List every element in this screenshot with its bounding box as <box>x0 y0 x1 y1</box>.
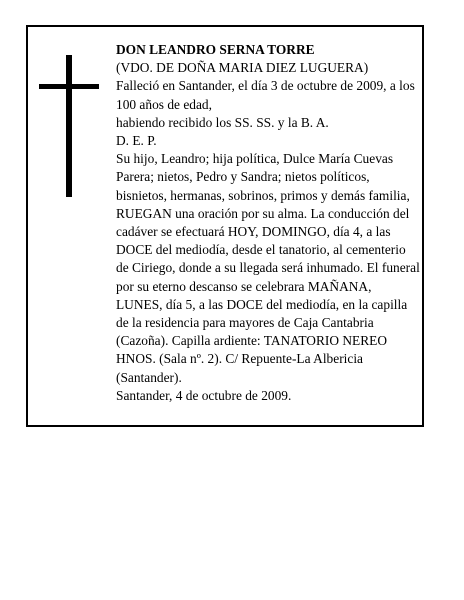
sacraments-line: habiendo recibido los SS. SS. y la B. A. <box>116 114 329 130</box>
rip-line: D. E. P. <box>116 133 157 149</box>
closing-line: Santander, 4 de octubre de 2009. <box>116 387 292 403</box>
death-line: Falleció en Santander, el día 3 de octubre de 2009, a los 100 años de edad, <box>116 78 415 112</box>
deceased-name: DON LEANDRO SERNA TORRE <box>116 42 315 57</box>
cross-horizontal-bar <box>39 84 99 89</box>
obituary-notice <box>26 25 424 427</box>
notice-text <box>116 41 421 405</box>
widow-line: (VDO. DE DOÑA MARIA DIEZ LUGUERA) <box>116 60 369 76</box>
notice-body: Su hijo, Leandro; hija política, Dulce María Cuevas Parera; nietos, Pedro y Sandra; nietos políticos, bisnietos, hermanas, sobrinos, primos y demás familia, RUEGAN una oración por su alma. La conducción del cadáver se efectuará HOY, DOMINGO, día 4, a las DOCE del mediodía, desde el tanatorio, al cementerio de Ciriego, donde a su llegada será inhumado. El funeral por su eterno descanso se celebrara MAÑANA, LUNES, día 5, a las DOCE del mediodía, en la capilla de la residencia para mayores de Caja Cantabria (Cazoña). Capilla ardiente: TANATORIO NEREO HNOS. (Sala nº. 2). C/ Repuente-La Albericia (Santander). <box>116 151 420 385</box>
cross-vertical-bar <box>66 55 72 197</box>
latin-cross-icon <box>39 55 99 197</box>
